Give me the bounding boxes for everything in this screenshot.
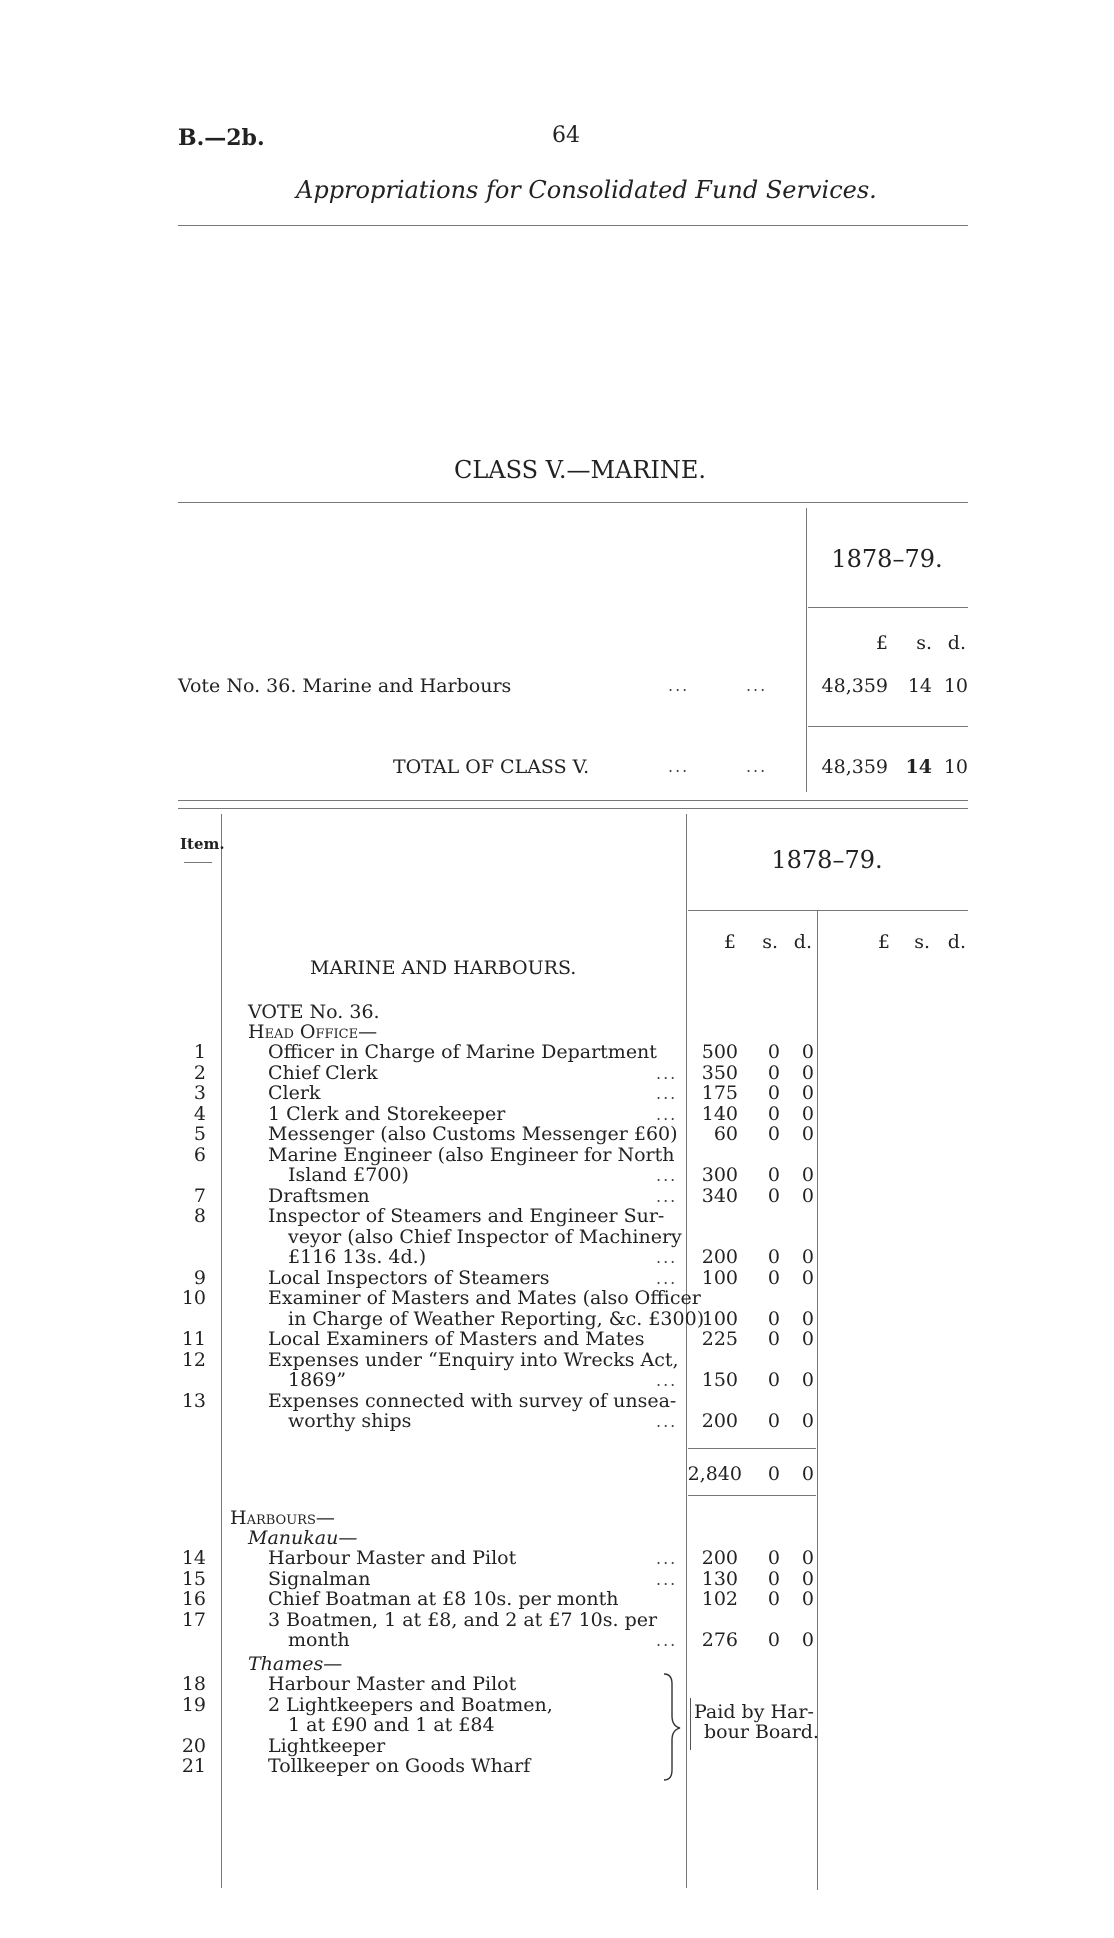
item-description-line: 1 at £90 and 1 at £84 — [288, 1714, 495, 1736]
amount-pounds: 350 — [701, 1061, 738, 1084]
amount-pence: 0 — [801, 1061, 814, 1084]
header-rule — [178, 225, 968, 226]
subtotal-bottom-rule — [688, 1495, 816, 1496]
item-header: Item. — [180, 835, 225, 853]
amount-pence: 0 — [801, 1328, 814, 1350]
amount-shillings: 0 — [767, 1266, 780, 1289]
item-number: 13 — [181, 1389, 206, 1412]
amount-pence: 0 — [801, 1266, 814, 1289]
detail-unit-shillings-1: s. — [762, 931, 778, 953]
summary-unit-pounds: £ — [875, 632, 888, 654]
dot-leader: ... — [656, 1063, 678, 1083]
subtotal-top-rule — [688, 1448, 816, 1449]
amount-shillings: 0 — [767, 1369, 780, 1391]
total-row-shillings: 14 — [905, 756, 932, 778]
item-description-line: Draftsmen — [268, 1184, 370, 1207]
amount-shillings: 0 — [767, 1061, 780, 1084]
summary-total-rule — [808, 726, 968, 727]
item-number: 14 — [181, 1547, 206, 1569]
amount-shillings: 0 — [767, 1328, 780, 1350]
subtotal-pence: 0 — [801, 1463, 814, 1485]
dot-leader: ... — [656, 1248, 678, 1267]
amount-shillings: 0 — [767, 1567, 780, 1590]
vote-row-shillings: 14 — [907, 675, 932, 697]
item-description-line: Inspector of Steamers and Engineer Sur- — [268, 1205, 665, 1227]
item-description-line: Messenger (also Customs Messenger £60) — [268, 1123, 678, 1145]
dot-leader: ... — [656, 1631, 678, 1650]
summary-unit-shillings: s. — [916, 632, 932, 654]
amount-pence: 0 — [801, 1547, 814, 1569]
subtotal-shillings: 0 — [767, 1463, 780, 1485]
item-number: 11 — [181, 1328, 206, 1350]
item-number: 4 — [193, 1102, 206, 1125]
item-number: 16 — [181, 1588, 206, 1610]
page-title: Appropriations for Consolidated Fund Services. — [296, 176, 877, 204]
item-description-line: Signalman — [268, 1567, 371, 1590]
item-number: 20 — [181, 1734, 206, 1757]
summary-year: 1878–79. — [831, 545, 943, 573]
item-description-line: in Charge of Weather Reporting, &c. £300) — [288, 1307, 705, 1330]
item-description-line: 3 Boatmen, 1 at £8, and 2 at £7 10s. per — [268, 1608, 658, 1631]
item-number: 21 — [181, 1755, 206, 1777]
dot-leader: ... — [656, 1104, 678, 1124]
amount-pounds: 225 — [701, 1328, 738, 1350]
item-description-line: Expenses under “Enquiry into Wrecks Act, — [268, 1348, 679, 1371]
thames-note-line-2: bour Board. — [704, 1721, 819, 1743]
total-row-leader: ... ... — [668, 757, 768, 776]
vote-label: VOTE No. 36. — [248, 1001, 380, 1023]
detail-unit-pounds-1: £ — [723, 931, 736, 953]
dot-leader: ... — [656, 1371, 678, 1390]
subtotal-pounds: 2,840 — [687, 1463, 742, 1485]
money-column-rule-mid — [817, 910, 818, 1890]
amount-pounds: 200 — [701, 1547, 738, 1569]
item-number: 5 — [193, 1123, 206, 1145]
amount-pence: 0 — [801, 1082, 814, 1104]
amount-pence: 0 — [801, 1588, 814, 1610]
amount-pounds: 200 — [701, 1410, 738, 1432]
amount-pounds: 175 — [701, 1082, 738, 1104]
detail-unit-pence-2: d. — [947, 931, 966, 953]
amount-pence: 0 — [801, 1246, 814, 1268]
detail-top-rule — [178, 800, 968, 801]
item-number: 6 — [193, 1143, 206, 1166]
manukau-label: Manukau— — [248, 1527, 358, 1549]
amount-shillings: 0 — [767, 1123, 780, 1145]
dot-leader: ... — [656, 1549, 678, 1568]
amount-pounds: 130 — [701, 1567, 738, 1590]
item-description-line: month — [288, 1629, 350, 1651]
detail-year-rule — [688, 910, 968, 911]
item-number: 15 — [181, 1567, 206, 1590]
item-number: 7 — [193, 1184, 206, 1207]
amount-shillings: 0 — [767, 1102, 780, 1125]
item-number: 12 — [181, 1348, 206, 1371]
amount-pounds: 300 — [701, 1164, 738, 1186]
vote-row-pence: 10 — [943, 675, 968, 697]
thames-note-line-1: Paid by Har- — [694, 1701, 814, 1723]
total-row-pence: 10 — [943, 756, 968, 778]
item-description-line: Chief Boatman at £8 10s. per month — [268, 1588, 619, 1610]
dot-leader: ... — [656, 1166, 678, 1185]
item-description-line: 1 Clerk and Storekeeper — [268, 1102, 506, 1125]
amount-pounds: 500 — [701, 1041, 738, 1063]
item-header-underline — [184, 862, 212, 863]
item-description-line: Expenses connected with survey of unsea- — [268, 1389, 677, 1412]
item-description-line: Examiner of Masters and Mates (also Officer — [268, 1287, 701, 1309]
thames-brace — [660, 1672, 684, 1782]
item-number: 9 — [193, 1266, 206, 1289]
item-number: 18 — [181, 1673, 206, 1695]
detail-unit-shillings-2: s. — [914, 931, 930, 953]
amount-shillings: 0 — [767, 1082, 780, 1104]
detail-unit-pounds-2: £ — [877, 931, 890, 953]
class-heading: CLASS V.—MARINE. — [453, 456, 707, 484]
harbours-label: Harbours— — [230, 1507, 335, 1529]
amount-pounds: 102 — [701, 1588, 738, 1610]
item-number: 1 — [193, 1041, 206, 1063]
item-description-line: 1869” — [288, 1369, 347, 1391]
vote-row-pounds: 48,359 — [821, 675, 888, 697]
amount-pounds: 140 — [701, 1102, 738, 1125]
dot-leader: ... — [656, 1186, 678, 1206]
item-number: 17 — [181, 1608, 206, 1631]
amount-pounds: 200 — [701, 1246, 738, 1268]
detail-unit-pence-1: d. — [793, 931, 812, 953]
summary-unit-pence: d. — [947, 632, 966, 654]
page-code: B.—2b. — [178, 125, 265, 151]
amount-pence: 0 — [801, 1307, 814, 1330]
amount-pence: 0 — [801, 1184, 814, 1207]
amount-pounds: 340 — [701, 1184, 738, 1207]
item-description-line: worthy ships — [288, 1410, 412, 1432]
item-description-line: Tollkeeper on Goods Wharf — [268, 1755, 531, 1777]
detail-year: 1878–79. — [771, 846, 883, 874]
dot-leader: ... — [656, 1268, 678, 1288]
item-description-line: Island £700) — [288, 1164, 409, 1186]
item-number: 3 — [193, 1082, 206, 1104]
amount-pence: 0 — [801, 1123, 814, 1145]
head-office-label: Head Office— — [248, 1021, 378, 1043]
thames-label: Thames— — [248, 1653, 343, 1675]
amount-shillings: 0 — [767, 1184, 780, 1207]
section-title: MARINE AND HARBOURS. — [310, 957, 577, 979]
item-description-line: Lightkeeper — [268, 1734, 386, 1757]
amount-pounds: 150 — [701, 1369, 738, 1391]
item-description-line: Clerk — [268, 1082, 321, 1104]
amount-shillings: 0 — [767, 1041, 780, 1063]
item-description-line: veyor (also Chief Inspector of Machinery — [288, 1225, 682, 1248]
amount-shillings: 0 — [767, 1588, 780, 1610]
amount-pence: 0 — [801, 1567, 814, 1590]
amount-pounds: 100 — [701, 1266, 738, 1289]
item-description-line: Harbour Master and Pilot — [268, 1673, 517, 1695]
amount-pounds: 276 — [701, 1629, 738, 1651]
vote-row-label: Vote No. 36. Marine and Harbours — [178, 675, 512, 697]
amount-pounds: 60 — [713, 1123, 738, 1145]
amount-shillings: 0 — [767, 1164, 780, 1186]
item-number: 8 — [193, 1205, 206, 1227]
total-row-pounds: 48,359 — [821, 756, 888, 778]
item-description-line: Harbour Master and Pilot — [268, 1547, 517, 1569]
item-number: 19 — [181, 1693, 206, 1716]
amount-pence: 0 — [801, 1164, 814, 1186]
summary-year-rule — [808, 607, 968, 608]
item-description-line: Local Inspectors of Steamers — [268, 1266, 550, 1289]
amount-pence: 0 — [801, 1041, 814, 1063]
amount-shillings: 0 — [767, 1410, 780, 1432]
item-description-line: Chief Clerk — [268, 1061, 378, 1084]
amount-pence: 0 — [801, 1629, 814, 1651]
item-description-line: 2 Lightkeepers and Boatmen, — [268, 1693, 553, 1716]
item-description-line: Local Examiners of Masters and Mates — [268, 1328, 645, 1350]
dot-leader: ... — [656, 1412, 678, 1431]
item-description-line: Marine Engineer (also Engineer for North — [268, 1143, 675, 1166]
item-column-rule — [221, 814, 222, 1888]
amount-pounds: 100 — [701, 1307, 738, 1330]
summary-top-rule — [178, 502, 968, 503]
vote-row-leader: ... ... — [668, 676, 768, 695]
item-description-line: Officer in Charge of Marine Department — [268, 1041, 657, 1063]
amount-pence: 0 — [801, 1369, 814, 1391]
amount-shillings: 0 — [767, 1629, 780, 1651]
amount-shillings: 0 — [767, 1307, 780, 1330]
amount-shillings: 0 — [767, 1246, 780, 1268]
amount-shillings: 0 — [767, 1547, 780, 1569]
detail-top-rule-2 — [178, 808, 968, 809]
dot-leader: ... — [656, 1084, 678, 1103]
amount-pence: 0 — [801, 1102, 814, 1125]
money-column-rule-left — [686, 814, 687, 1888]
page-number: 64 — [552, 123, 580, 148]
item-number: 10 — [181, 1287, 206, 1309]
total-row-label: TOTAL OF CLASS V. — [393, 756, 590, 778]
dot-leader: ... — [656, 1569, 678, 1589]
amount-pence: 0 — [801, 1410, 814, 1432]
item-description-line: £116 13s. 4d.) — [288, 1246, 427, 1268]
item-number: 2 — [193, 1061, 206, 1084]
